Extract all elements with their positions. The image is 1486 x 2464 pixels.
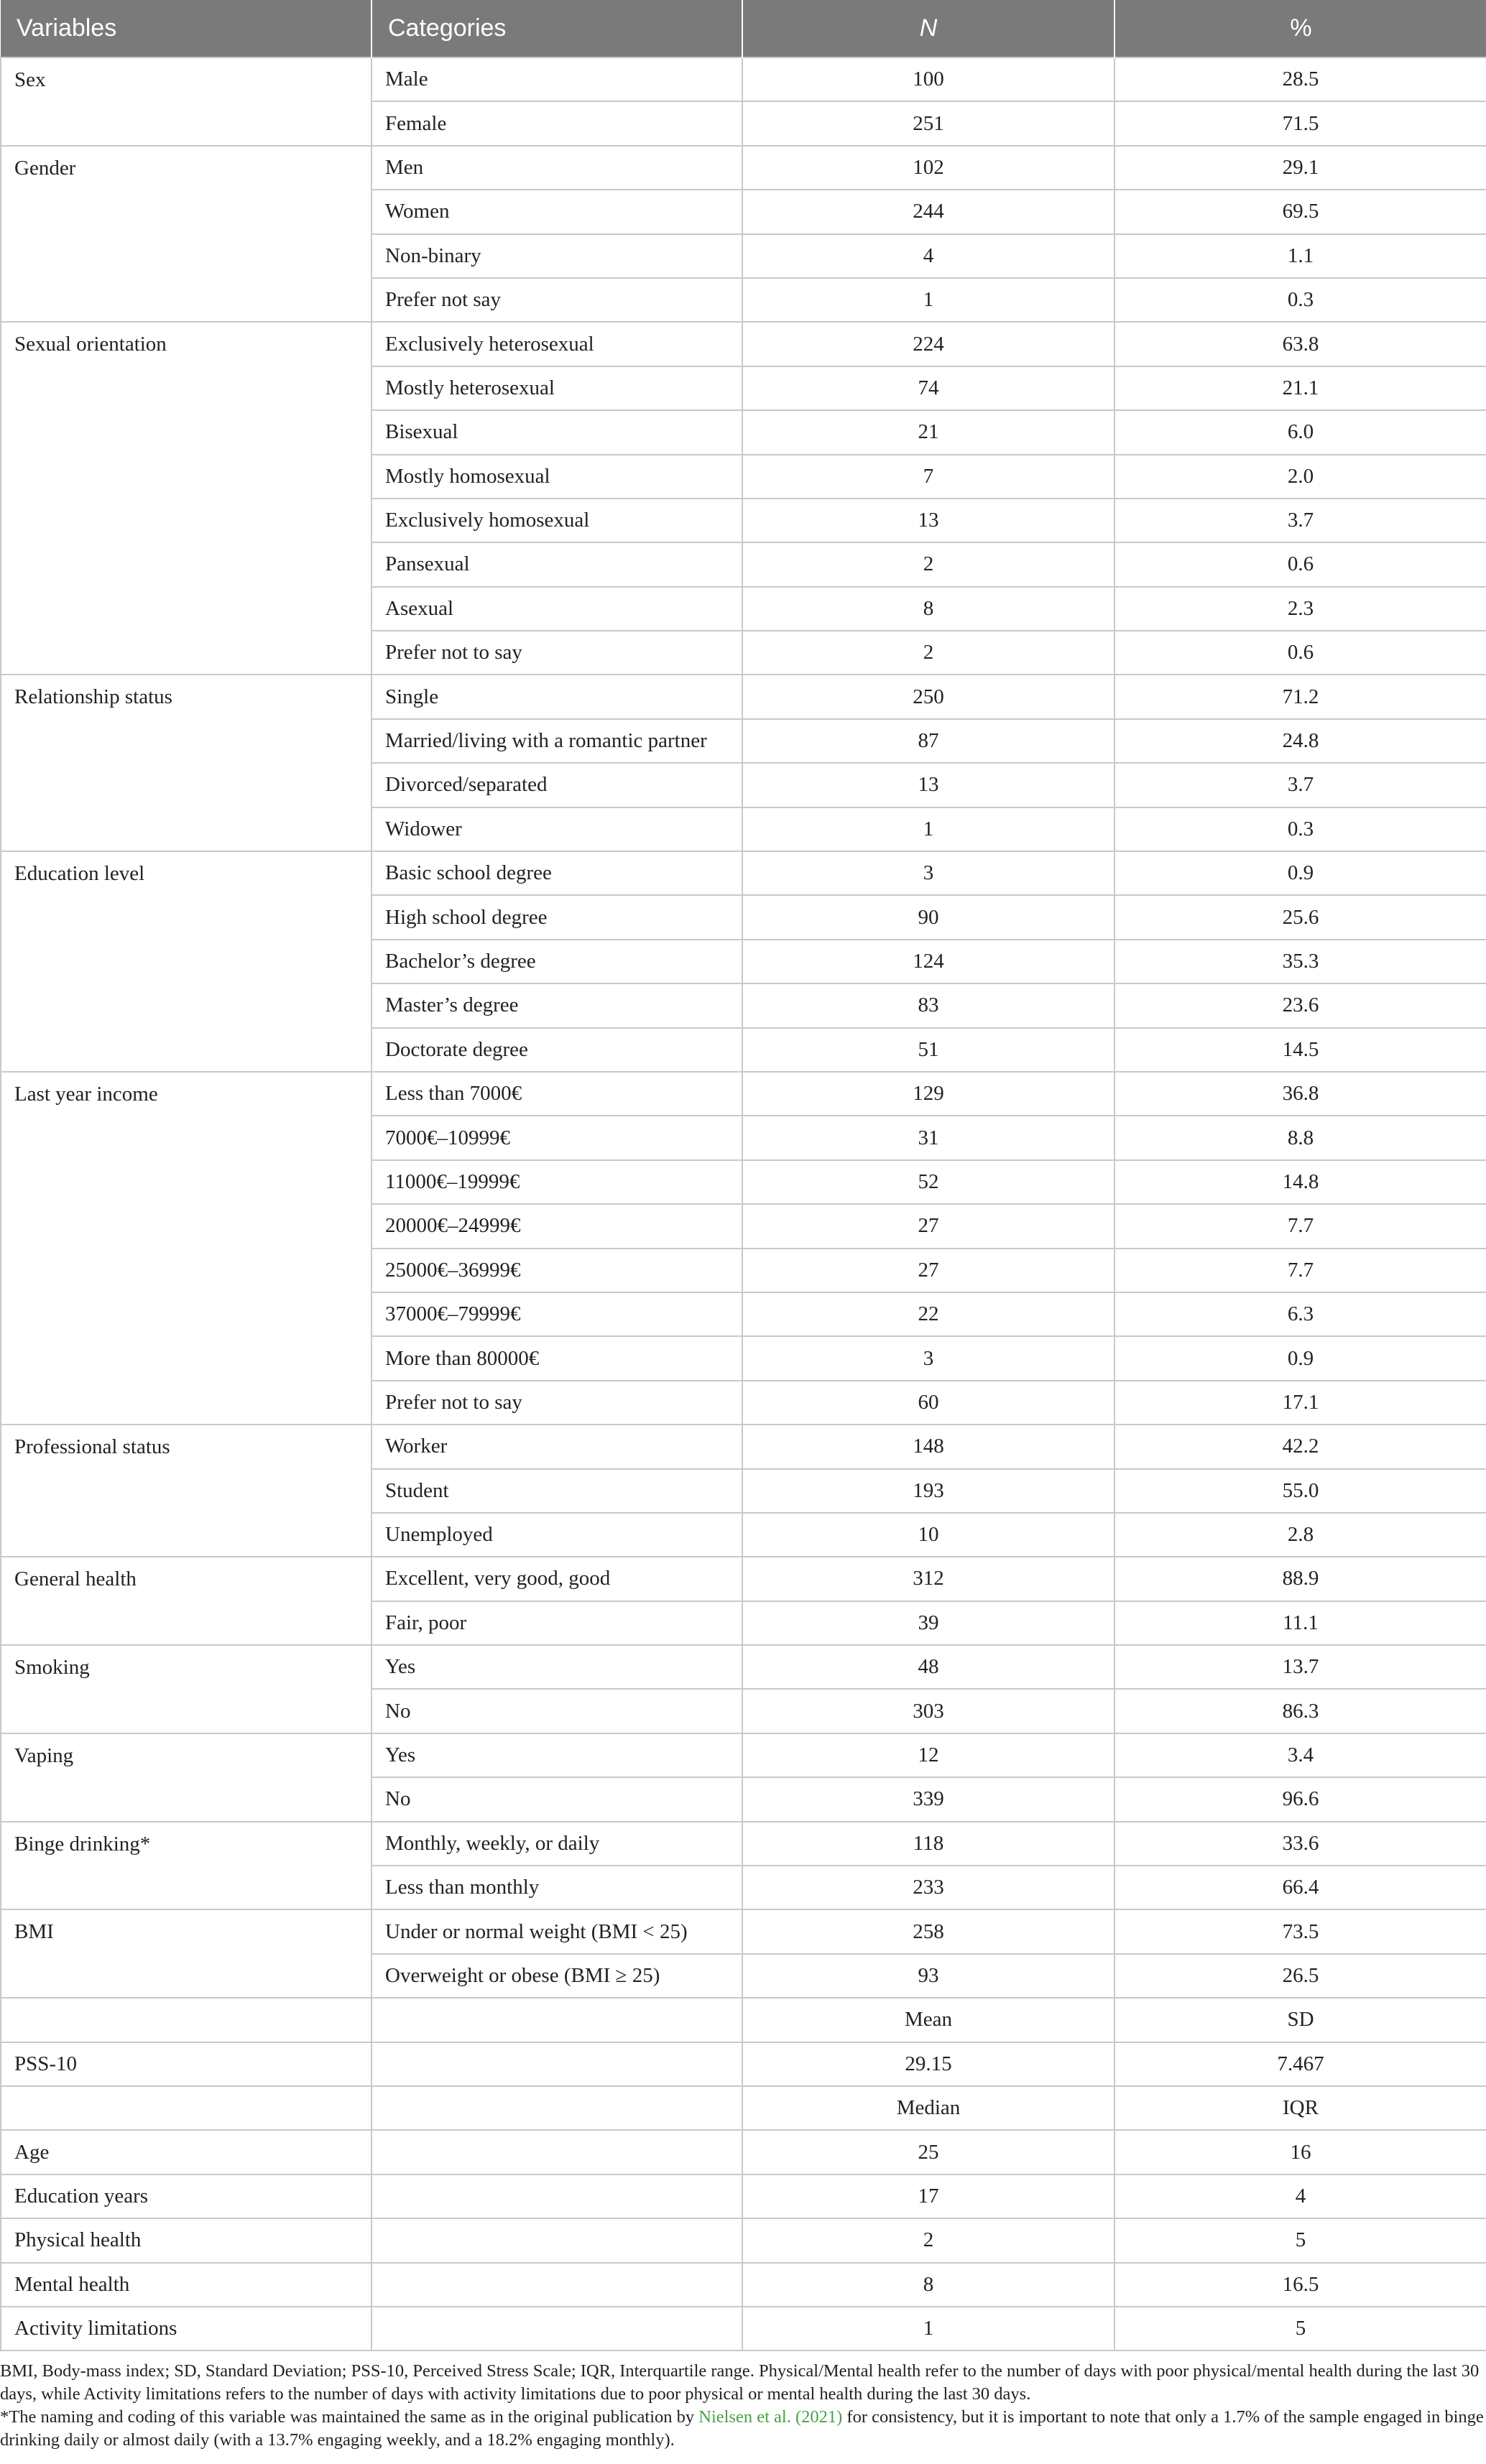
n-cell: 250 bbox=[742, 675, 1114, 718]
percent-cell: 17.1 bbox=[1114, 1381, 1486, 1425]
category-cell bbox=[372, 2263, 742, 2307]
variable-cell: Smoking bbox=[1, 1645, 372, 1733]
percent-cell: 36.8 bbox=[1114, 1072, 1486, 1116]
category-cell bbox=[372, 2042, 742, 2086]
percent-cell: 55.0 bbox=[1114, 1469, 1486, 1513]
table-row bbox=[1, 2218, 1486, 2262]
percent-cell: SD bbox=[1114, 1998, 1486, 2042]
n-cell: 51 bbox=[742, 1028, 1114, 1072]
footnote-abbreviations: BMI, Body-mass index; SD, Standard Deviation; PSS-10, Perceived Stress Scale; IQR, Interquartile range. Physical/Mental health refer to the number of days with poor physical/mental health during the last 30 days, while Activity limitations refers to the number of days with activity limitations due to poor physical or mental health during the last 30 days. bbox=[0, 2361, 1480, 2404]
category-cell bbox=[372, 2174, 742, 2218]
n-cell: 1 bbox=[742, 2307, 1114, 2350]
variable-cell: Mental health bbox=[1, 2263, 372, 2307]
category-cell: 25000€–36999€ bbox=[372, 1249, 742, 1292]
variable-cell: Sex bbox=[1, 57, 372, 146]
category-cell: 20000€–24999€ bbox=[372, 1204, 742, 1248]
citation-link[interactable]: Nielsen et al. (2021) bbox=[698, 2407, 843, 2427]
percent-cell: 16.5 bbox=[1114, 2263, 1486, 2307]
percent-cell: 4 bbox=[1114, 2174, 1486, 2218]
n-cell: 21 bbox=[742, 410, 1114, 454]
percent-cell: 23.6 bbox=[1114, 983, 1486, 1027]
category-cell: Yes bbox=[372, 1645, 742, 1689]
n-cell: 2 bbox=[742, 2218, 1114, 2262]
n-cell: 102 bbox=[742, 146, 1114, 190]
n-cell: 7 bbox=[742, 455, 1114, 499]
table-body bbox=[1, 57, 1486, 2350]
table-row bbox=[1, 1998, 1486, 2042]
n-cell: 13 bbox=[742, 499, 1114, 542]
percent-cell: 3.4 bbox=[1114, 1733, 1486, 1777]
category-cell: 37000€–79999€ bbox=[372, 1292, 742, 1336]
footnote-note-prefix: *The naming and coding of this variable was maintained the same as in the original publication by bbox=[0, 2407, 699, 2427]
n-cell: 118 bbox=[742, 1822, 1114, 1866]
n-cell: 2 bbox=[742, 542, 1114, 586]
table-row bbox=[1, 2307, 1486, 2350]
n-cell: 74 bbox=[742, 366, 1114, 410]
percent-cell: 7.7 bbox=[1114, 1249, 1486, 1292]
category-cell: Exclusively homosexual bbox=[372, 499, 742, 542]
n-cell: 25 bbox=[742, 2130, 1114, 2174]
percent-cell: 73.5 bbox=[1114, 1909, 1486, 1953]
variable-cell: Education years bbox=[1, 2174, 372, 2218]
category-cell: Pansexual bbox=[372, 542, 742, 586]
percent-cell: 8.8 bbox=[1114, 1116, 1486, 1159]
n-cell: 1 bbox=[742, 807, 1114, 851]
category-cell: Asexual bbox=[372, 587, 742, 631]
table-header-row bbox=[1, 0, 1486, 57]
percent-cell: 3.7 bbox=[1114, 763, 1486, 807]
percent-cell: 16 bbox=[1114, 2130, 1486, 2174]
header-percent: % bbox=[1114, 0, 1486, 57]
category-cell bbox=[372, 2218, 742, 2262]
table-row bbox=[1, 322, 1486, 366]
variable-cell: Relationship status bbox=[1, 675, 372, 851]
percent-cell: 2.0 bbox=[1114, 455, 1486, 499]
category-cell: Prefer not say bbox=[372, 278, 742, 322]
n-cell: Median bbox=[742, 2086, 1114, 2130]
n-cell: 193 bbox=[742, 1469, 1114, 1513]
n-cell: 233 bbox=[742, 1866, 1114, 1909]
category-cell: Fair, poor bbox=[372, 1601, 742, 1645]
category-cell: Exclusively heterosexual bbox=[372, 322, 742, 366]
category-cell: No bbox=[372, 1689, 742, 1733]
percent-cell: 42.2 bbox=[1114, 1425, 1486, 1468]
n-cell: 87 bbox=[742, 719, 1114, 763]
percent-cell: 0.9 bbox=[1114, 851, 1486, 895]
n-cell: 224 bbox=[742, 322, 1114, 366]
percent-cell: 71.5 bbox=[1114, 101, 1486, 145]
percent-cell: 69.5 bbox=[1114, 190, 1486, 233]
percent-cell: 5 bbox=[1114, 2307, 1486, 2350]
percent-cell: 2.3 bbox=[1114, 587, 1486, 631]
n-cell: 60 bbox=[742, 1381, 1114, 1425]
category-cell bbox=[372, 1998, 742, 2042]
category-cell: Female bbox=[372, 101, 742, 145]
percent-cell: 0.3 bbox=[1114, 807, 1486, 851]
category-cell: Prefer not to say bbox=[372, 1381, 742, 1425]
category-cell: Yes bbox=[372, 1733, 742, 1777]
percent-cell: 0.6 bbox=[1114, 631, 1486, 675]
percent-cell: 14.5 bbox=[1114, 1028, 1486, 1072]
category-cell: High school degree bbox=[372, 895, 742, 939]
n-cell: 251 bbox=[742, 101, 1114, 145]
table-row bbox=[1, 2042, 1486, 2086]
n-cell: 258 bbox=[742, 1909, 1114, 1953]
percent-cell: IQR bbox=[1114, 2086, 1486, 2130]
n-cell: 100 bbox=[742, 57, 1114, 101]
n-cell: 129 bbox=[742, 1072, 1114, 1116]
n-cell: Mean bbox=[742, 1998, 1114, 2042]
category-cell: Widower bbox=[372, 807, 742, 851]
variable-cell: Binge drinking* bbox=[1, 1822, 372, 1910]
table-row bbox=[1, 1072, 1486, 1116]
percent-cell: 3.7 bbox=[1114, 499, 1486, 542]
category-cell: Divorced/separated bbox=[372, 763, 742, 807]
header-categories: Categories bbox=[372, 0, 742, 57]
n-cell: 27 bbox=[742, 1249, 1114, 1292]
category-cell bbox=[372, 2086, 742, 2130]
table-row bbox=[1, 146, 1486, 190]
n-cell: 339 bbox=[742, 1777, 1114, 1821]
percent-cell: 26.5 bbox=[1114, 1954, 1486, 1998]
category-cell: Male bbox=[372, 57, 742, 101]
category-cell: Bisexual bbox=[372, 410, 742, 454]
category-cell bbox=[372, 2307, 742, 2350]
percent-cell: 7.467 bbox=[1114, 2042, 1486, 2086]
n-cell: 93 bbox=[742, 1954, 1114, 1998]
percent-cell: 25.6 bbox=[1114, 895, 1486, 939]
percent-cell: 13.7 bbox=[1114, 1645, 1486, 1689]
percent-cell: 7.7 bbox=[1114, 1204, 1486, 1248]
category-cell: Women bbox=[372, 190, 742, 233]
variable-cell: BMI bbox=[1, 1909, 372, 1998]
variable-cell: Education level bbox=[1, 851, 372, 1072]
variable-cell: Physical health bbox=[1, 2218, 372, 2262]
n-cell: 31 bbox=[742, 1116, 1114, 1159]
table-footnotes bbox=[0, 2360, 1486, 2452]
percent-cell: 28.5 bbox=[1114, 57, 1486, 101]
category-cell: 11000€–19999€ bbox=[372, 1160, 742, 1204]
percent-cell: 2.8 bbox=[1114, 1513, 1486, 1557]
n-cell: 3 bbox=[742, 1336, 1114, 1380]
variable-cell bbox=[1, 2086, 372, 2130]
percent-cell: 0.6 bbox=[1114, 542, 1486, 586]
table-row bbox=[1, 1733, 1486, 1777]
category-cell: Unemployed bbox=[372, 1513, 742, 1557]
category-cell: Less than 7000€ bbox=[372, 1072, 742, 1116]
percent-cell: 0.3 bbox=[1114, 278, 1486, 322]
category-cell: Excellent, very good, good bbox=[372, 1557, 742, 1601]
n-cell: 12 bbox=[742, 1733, 1114, 1777]
n-cell: 39 bbox=[742, 1601, 1114, 1645]
table-row bbox=[1, 851, 1486, 895]
table-row bbox=[1, 2174, 1486, 2218]
n-cell: 244 bbox=[742, 190, 1114, 233]
percent-cell: 0.9 bbox=[1114, 1336, 1486, 1380]
category-cell: Single bbox=[372, 675, 742, 718]
n-cell: 29.15 bbox=[742, 2042, 1114, 2086]
variable-cell: Age bbox=[1, 2130, 372, 2174]
footnote-binge-note bbox=[0, 2406, 1486, 2452]
category-cell: Less than monthly bbox=[372, 1866, 742, 1909]
header-n: N bbox=[742, 0, 1114, 57]
variable-cell: Activity limitations bbox=[1, 2307, 372, 2350]
category-cell: Non-binary bbox=[372, 234, 742, 278]
category-cell: Overweight or obese (BMI ≥ 25) bbox=[372, 1954, 742, 1998]
category-cell: Men bbox=[372, 146, 742, 190]
category-cell bbox=[372, 2130, 742, 2174]
n-cell: 148 bbox=[742, 1425, 1114, 1468]
table-row bbox=[1, 1557, 1486, 1601]
n-cell: 8 bbox=[742, 2263, 1114, 2307]
header-variables: Variables bbox=[1, 0, 372, 57]
category-cell: Doctorate degree bbox=[372, 1028, 742, 1072]
footnote-note-suffix: for consistency, but it is important to note that only a 1.7% of the sample engaged in binge drinking daily or almost daily (with a 13.7% engaging weekly, and a 18.2% engaging monthly). bbox=[0, 2407, 1484, 2450]
n-cell: 52 bbox=[742, 1160, 1114, 1204]
variable-cell bbox=[1, 1998, 372, 2042]
percent-cell: 6.3 bbox=[1114, 1292, 1486, 1336]
n-cell: 83 bbox=[742, 983, 1114, 1027]
percent-cell: 1.1 bbox=[1114, 234, 1486, 278]
n-cell: 17 bbox=[742, 2174, 1114, 2218]
percent-cell: 6.0 bbox=[1114, 410, 1486, 454]
variable-cell: Professional status bbox=[1, 1425, 372, 1557]
category-cell: Bachelor’s degree bbox=[372, 940, 742, 983]
percent-cell: 14.8 bbox=[1114, 1160, 1486, 1204]
n-cell: 48 bbox=[742, 1645, 1114, 1689]
percent-cell: 66.4 bbox=[1114, 1866, 1486, 1909]
category-cell: Master’s degree bbox=[372, 983, 742, 1027]
n-cell: 8 bbox=[742, 587, 1114, 631]
table-row bbox=[1, 1425, 1486, 1468]
table-row bbox=[1, 57, 1486, 101]
table-row bbox=[1, 1645, 1486, 1689]
n-cell: 1 bbox=[742, 278, 1114, 322]
variable-cell: Last year income bbox=[1, 1072, 372, 1425]
table-row bbox=[1, 1909, 1486, 1953]
table-row bbox=[1, 2263, 1486, 2307]
category-cell: More than 80000€ bbox=[372, 1336, 742, 1380]
category-cell: Monthly, weekly, or daily bbox=[372, 1822, 742, 1866]
n-cell: 303 bbox=[742, 1689, 1114, 1733]
percent-cell: 63.8 bbox=[1114, 322, 1486, 366]
percent-cell: 96.6 bbox=[1114, 1777, 1486, 1821]
percent-cell: 86.3 bbox=[1114, 1689, 1486, 1733]
percent-cell: 11.1 bbox=[1114, 1601, 1486, 1645]
category-cell: No bbox=[372, 1777, 742, 1821]
table-row bbox=[1, 1822, 1486, 1866]
category-cell: Under or normal weight (BMI < 25) bbox=[372, 1909, 742, 1953]
category-cell: Mostly homosexual bbox=[372, 455, 742, 499]
n-cell: 10 bbox=[742, 1513, 1114, 1557]
variable-cell: Vaping bbox=[1, 1733, 372, 1822]
percent-cell: 24.8 bbox=[1114, 719, 1486, 763]
category-cell: Student bbox=[372, 1469, 742, 1513]
n-cell: 2 bbox=[742, 631, 1114, 675]
percent-cell: 29.1 bbox=[1114, 146, 1486, 190]
table-row bbox=[1, 2130, 1486, 2174]
n-cell: 3 bbox=[742, 851, 1114, 895]
category-cell: 7000€–10999€ bbox=[372, 1116, 742, 1159]
percent-cell: 33.6 bbox=[1114, 1822, 1486, 1866]
n-cell: 4 bbox=[742, 234, 1114, 278]
n-cell: 312 bbox=[742, 1557, 1114, 1601]
percent-cell: 5 bbox=[1114, 2218, 1486, 2262]
category-cell: Basic school degree bbox=[372, 851, 742, 895]
category-cell: Mostly heterosexual bbox=[372, 366, 742, 410]
table-row bbox=[1, 675, 1486, 718]
variable-cell: PSS-10 bbox=[1, 2042, 372, 2086]
n-cell: 27 bbox=[742, 1204, 1114, 1248]
category-cell: Married/living with a romantic partner bbox=[372, 719, 742, 763]
category-cell: Prefer not to say bbox=[372, 631, 742, 675]
n-cell: 13 bbox=[742, 763, 1114, 807]
variable-cell: Sexual orientation bbox=[1, 322, 372, 675]
n-cell: 124 bbox=[742, 940, 1114, 983]
n-cell: 22 bbox=[742, 1292, 1114, 1336]
variable-cell: General health bbox=[1, 1557, 372, 1645]
n-cell: 90 bbox=[742, 895, 1114, 939]
percent-cell: 88.9 bbox=[1114, 1557, 1486, 1601]
percent-cell: 71.2 bbox=[1114, 675, 1486, 718]
table-row bbox=[1, 2086, 1486, 2130]
variable-cell: Gender bbox=[1, 146, 372, 323]
category-cell: Worker bbox=[372, 1425, 742, 1468]
percent-cell: 21.1 bbox=[1114, 366, 1486, 410]
percent-cell: 35.3 bbox=[1114, 940, 1486, 983]
